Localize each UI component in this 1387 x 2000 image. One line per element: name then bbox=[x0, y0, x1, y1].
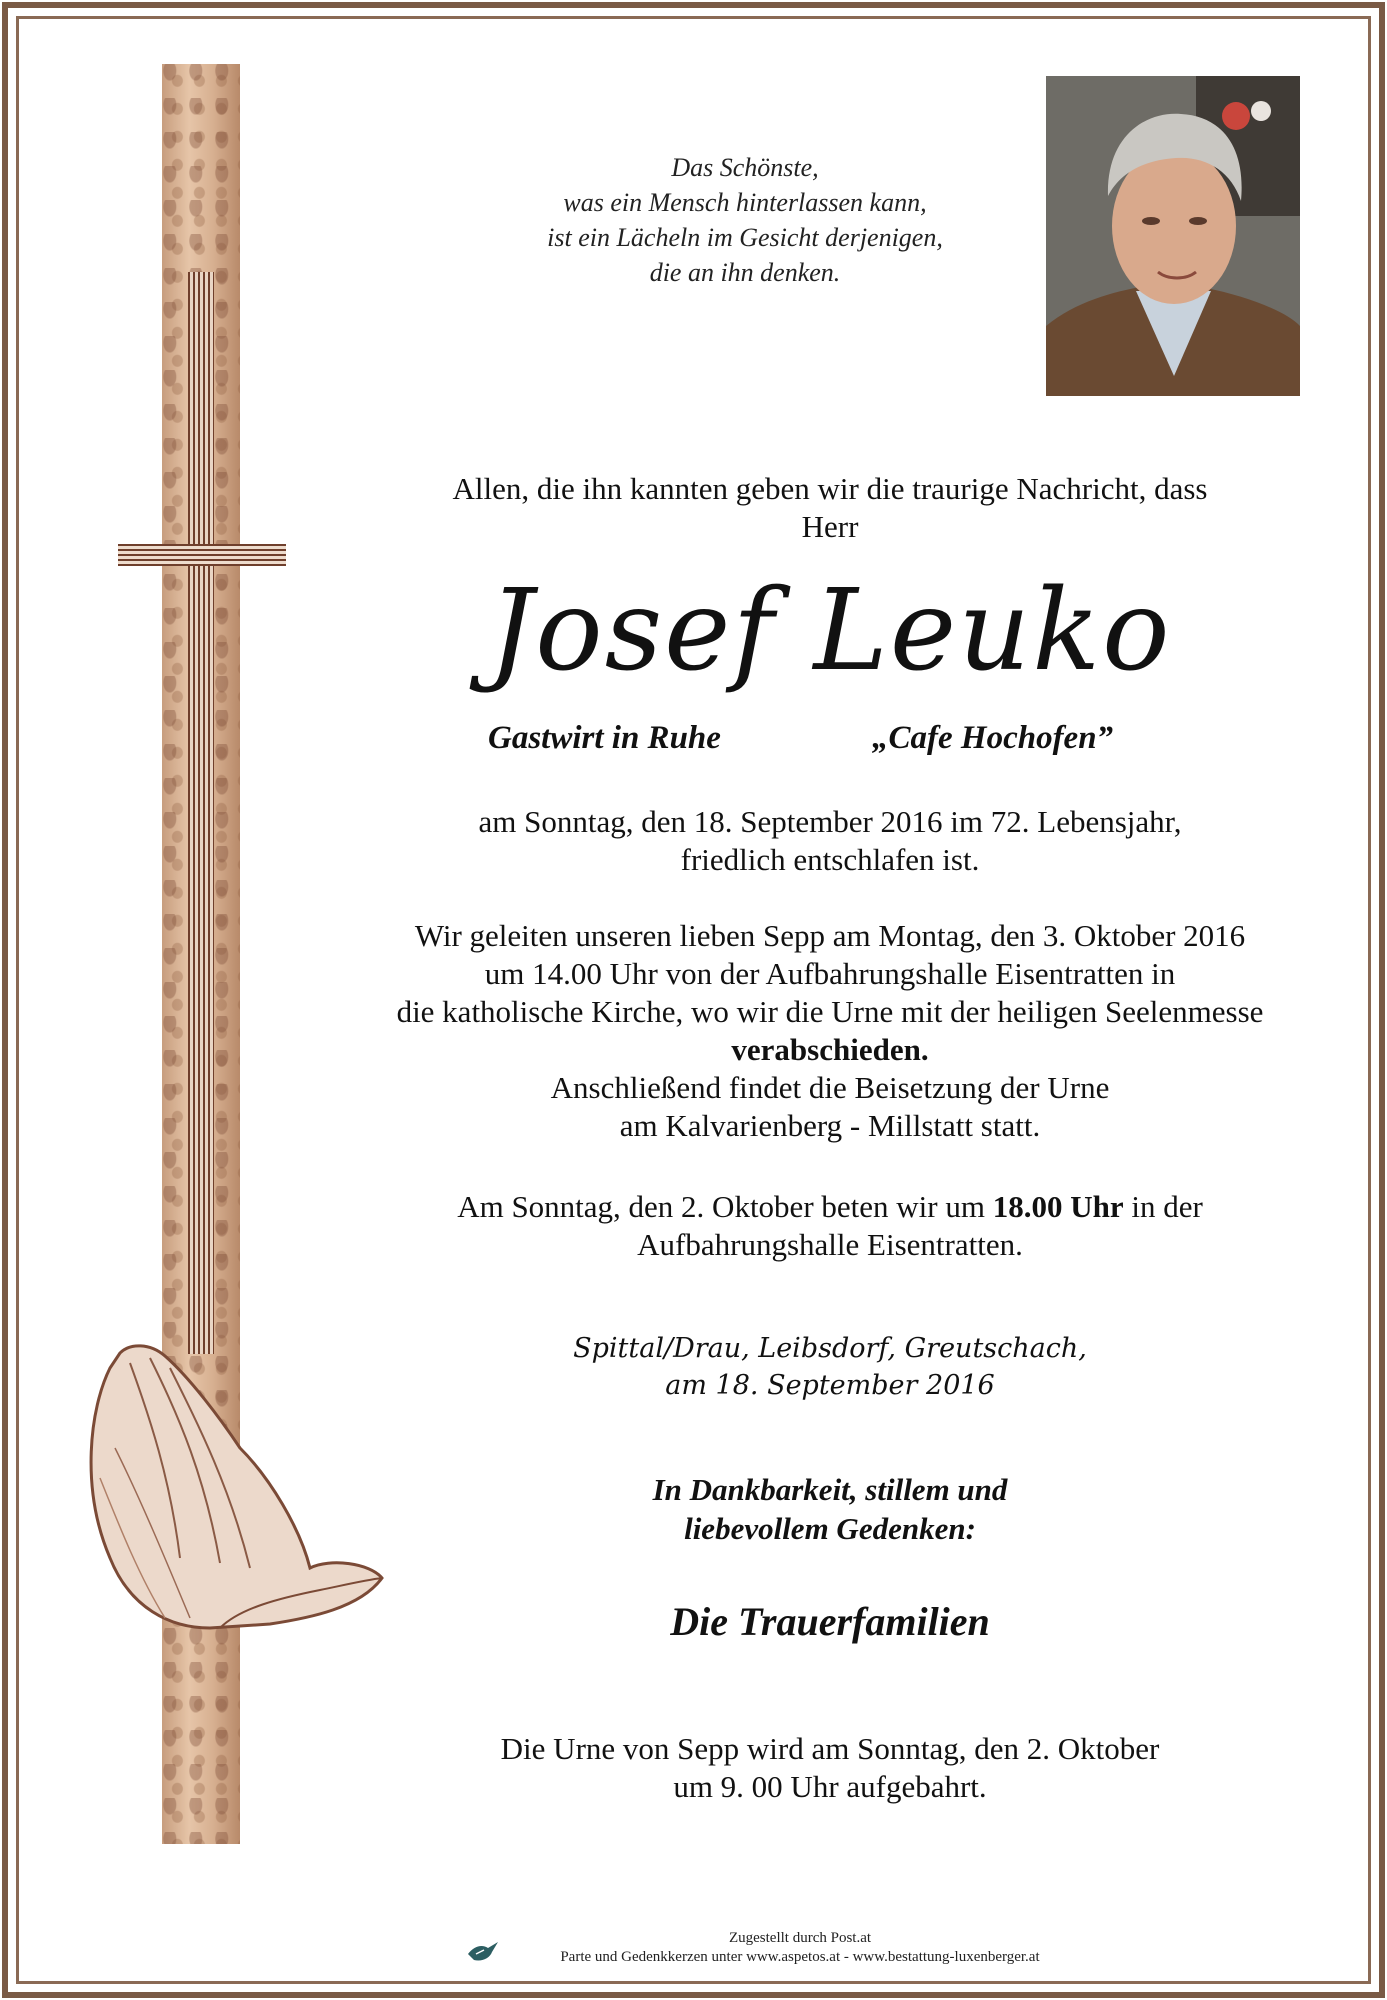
prayer-text: Am Sonntag, den 2. Oktober beten wir um bbox=[457, 1189, 993, 1224]
occupation-title: Gastwirt in Ruhe bbox=[488, 720, 721, 756]
urn-line: um 9. 00 Uhr aufgebahrt. bbox=[673, 1769, 987, 1804]
cross-horizontal-beam bbox=[118, 544, 286, 566]
footer-links: Parte und Gedenkkerzen unter www.aspetos.at - www.bestattung-luxenberger.at bbox=[560, 1949, 1040, 1965]
funeral-line: Anschließend findet die Beisetzung der Urne bbox=[550, 1070, 1110, 1105]
thanks-line: liebevollem Gedenken: bbox=[684, 1511, 976, 1546]
quote-line: ist ein Lächeln im Gesicht derjenigen, bbox=[547, 223, 943, 252]
funeral-line: die katholische Kirche, wo wir die Urne mit der heiligen Seelenmesse bbox=[396, 994, 1264, 1029]
date-line: am 18. September 2016 bbox=[665, 1370, 995, 1401]
footer-delivery: Zugestellt durch Post.at bbox=[728, 1930, 872, 1946]
funeral-line-bold bbox=[330, 1031, 1330, 1069]
death-notice-line: friedlich entschlafen ist. bbox=[680, 842, 980, 877]
thanks-line: In Dankbarkeit, stillem und bbox=[652, 1472, 1008, 1507]
intro-text bbox=[330, 470, 1330, 546]
deceased-name: Josef Leuko bbox=[488, 566, 1172, 696]
business-name: „Cafe Hochofen” bbox=[872, 720, 1114, 756]
death-notice bbox=[330, 803, 1330, 879]
quote-line: Das Schönste, bbox=[671, 153, 819, 182]
quote-line: die an ihn denken. bbox=[649, 258, 841, 287]
death-notice-line: am Sonntag, den 18. September 2016 im 72. Lebensjahr, bbox=[478, 804, 1182, 839]
prayer-line: Aufbahrungshalle Eisentratten. bbox=[637, 1227, 1023, 1262]
funeral-bold-text: verabschieden. bbox=[731, 1032, 929, 1067]
cross-center-lines bbox=[188, 272, 214, 1354]
portrait-photo bbox=[1046, 76, 1300, 396]
funeral-line: Wir geleiten unseren lieben Sepp am Montag, den 3. Oktober 2016 bbox=[414, 918, 1246, 953]
urn-line: Die Urne von Sepp wird am Sonntag, den 2. Oktober bbox=[500, 1731, 1160, 1766]
footer bbox=[480, 1929, 1120, 1967]
thanks-text bbox=[330, 1470, 1330, 1548]
prayer-notice bbox=[330, 1188, 1330, 1264]
prayer-time: 18.00 Uhr bbox=[992, 1189, 1124, 1224]
places-line: Spittal/Drau, Leibsdorf, Greutschach, bbox=[573, 1333, 1087, 1364]
prayer-text: in der bbox=[1123, 1189, 1203, 1224]
mourning-family: Die Trauerfamilien bbox=[670, 1599, 990, 1644]
intro-line: Herr bbox=[801, 509, 859, 544]
quote-line: was ein Mensch hinterlassen kann, bbox=[563, 188, 927, 217]
funeral-line: am Kalvarienberg - Millstatt statt. bbox=[619, 1108, 1041, 1143]
funeral-details bbox=[330, 917, 1330, 1145]
prayer-line bbox=[330, 1188, 1330, 1226]
urn-notice bbox=[330, 1730, 1330, 1806]
place-and-date bbox=[330, 1330, 1330, 1404]
intro-line: Allen, die ihn kannten geben wir die traurige Nachricht, dass bbox=[452, 471, 1208, 506]
memorial-quote bbox=[440, 150, 1050, 290]
funeral-line: um 14.00 Uhr von der Aufbahrungshalle Eisentratten in bbox=[484, 956, 1176, 991]
